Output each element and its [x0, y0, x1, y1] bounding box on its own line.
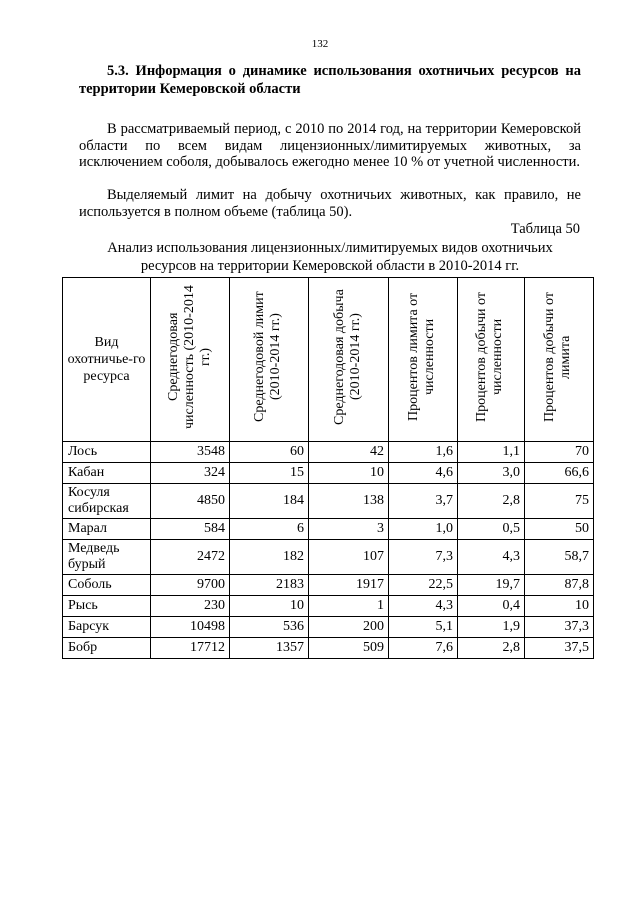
- limit-pct-population: 5,1: [389, 617, 458, 638]
- harvest-pct-population: 0,4: [458, 596, 525, 617]
- avg-limit: 10: [230, 596, 309, 617]
- header-limit-pct-population: Процентов лимита от численности: [389, 278, 458, 442]
- limit-pct-population: 22,5: [389, 575, 458, 596]
- header-harvest-pct-population: Процентов добычи от численности: [458, 278, 525, 442]
- harvest-pct-limit: 50: [525, 519, 594, 540]
- limit-pct-population: 4,3: [389, 596, 458, 617]
- avg-limit: 60: [230, 442, 309, 463]
- avg-limit: 536: [230, 617, 309, 638]
- table-row: [63, 519, 594, 540]
- species-name: Марал: [63, 519, 151, 540]
- species-name: Кабан: [63, 463, 151, 484]
- avg-harvest: 509: [309, 638, 389, 659]
- avg-harvest: 200: [309, 617, 389, 638]
- harvest-pct-limit: 10: [525, 596, 594, 617]
- avg-harvest: 138: [309, 484, 389, 519]
- harvest-pct-limit: 37,5: [525, 638, 594, 659]
- species-name: Соболь: [63, 575, 151, 596]
- table-row: [63, 484, 594, 519]
- harvest-pct-limit: 37,3: [525, 617, 594, 638]
- avg-population: 10498: [151, 617, 230, 638]
- avg-harvest: 42: [309, 442, 389, 463]
- limit-pct-population: 7,6: [389, 638, 458, 659]
- header-avg-limit: Среднегодовой лимит (2010-2014 гг.): [230, 278, 309, 442]
- avg-harvest: 1917: [309, 575, 389, 596]
- table-row: [63, 540, 594, 575]
- header-avg-harvest: Среднегодовая добыча (2010-2014 гг.): [309, 278, 389, 442]
- limit-pct-population: 3,7: [389, 484, 458, 519]
- harvest-pct-limit: 70: [525, 442, 594, 463]
- avg-limit: 2183: [230, 575, 309, 596]
- limit-pct-population: 7,3: [389, 540, 458, 575]
- section-title: 5.3. Информация о динамике использования охотничьих ресурсов на территории Кемеровской области: [79, 63, 581, 97]
- table-row: [63, 617, 594, 638]
- species-name: Косуля сибирская: [63, 484, 151, 519]
- species-name: Барсук: [63, 617, 151, 638]
- table-row: [63, 463, 594, 484]
- harvest-pct-population: 0,5: [458, 519, 525, 540]
- harvest-pct-limit: 75: [525, 484, 594, 519]
- avg-harvest: 3: [309, 519, 389, 540]
- avg-population: 584: [151, 519, 230, 540]
- paragraph-period-summary: В рассматриваемый период, с 2010 по 2014 год, на территории Кемеровской области по всем видам лицензионных/лимитируемых животных, за исключением соболя, добывалось ежегодно менее 10 % от учетной численности.: [79, 121, 581, 170]
- avg-limit: 1357: [230, 638, 309, 659]
- hunting-resources-table: [62, 277, 594, 659]
- harvest-pct-population: 2,8: [458, 638, 525, 659]
- limit-pct-population: 1,6: [389, 442, 458, 463]
- harvest-pct-limit: 87,8: [525, 575, 594, 596]
- avg-population: 9700: [151, 575, 230, 596]
- table-header-row: [63, 278, 594, 442]
- avg-harvest: 1: [309, 596, 389, 617]
- avg-limit: 184: [230, 484, 309, 519]
- avg-population: 3548: [151, 442, 230, 463]
- species-name: Рысь: [63, 596, 151, 617]
- avg-population: 230: [151, 596, 230, 617]
- header-avg-population: Среднегодовая численность (2010-2014 гг.): [151, 278, 230, 442]
- harvest-pct-population: 4,3: [458, 540, 525, 575]
- species-name: Медведь бурый: [63, 540, 151, 575]
- harvest-pct-population: 1,1: [458, 442, 525, 463]
- table-row: [63, 575, 594, 596]
- avg-population: 4850: [151, 484, 230, 519]
- header-species: Вид охотничье-го ресурса: [63, 278, 151, 442]
- harvest-pct-population: 3,0: [458, 463, 525, 484]
- harvest-pct-population: 2,8: [458, 484, 525, 519]
- avg-population: 2472: [151, 540, 230, 575]
- limit-pct-population: 1,0: [389, 519, 458, 540]
- header-harvest-pct-limit: Процентов добычи от лимита: [525, 278, 594, 442]
- species-name: Лось: [63, 442, 151, 463]
- avg-harvest: 10: [309, 463, 389, 484]
- page-number: 132: [311, 38, 329, 50]
- avg-population: 324: [151, 463, 230, 484]
- avg-limit: 15: [230, 463, 309, 484]
- harvest-pct-population: 1,9: [458, 617, 525, 638]
- paragraph-limit-usage: Выделяемый лимит на добычу охотничьих животных, как правило, не используется в полном объеме (таблица 50).: [79, 187, 581, 220]
- avg-limit: 182: [230, 540, 309, 575]
- harvest-pct-limit: 66,6: [525, 463, 594, 484]
- table-row: [63, 638, 594, 659]
- avg-limit: 6: [230, 519, 309, 540]
- table-caption: Анализ использования лицензионных/лимитируемых видов охотничьих ресурсов на территории Кемеровской области в 2010-2014 гг.: [107, 240, 553, 274]
- species-name: Бобр: [63, 638, 151, 659]
- harvest-pct-limit: 58,7: [525, 540, 594, 575]
- limit-pct-population: 4,6: [389, 463, 458, 484]
- table-row: [63, 442, 594, 463]
- table-row: [63, 596, 594, 617]
- avg-population: 17712: [151, 638, 230, 659]
- table-label: Таблица 50: [510, 221, 580, 237]
- harvest-pct-population: 19,7: [458, 575, 525, 596]
- avg-harvest: 107: [309, 540, 389, 575]
